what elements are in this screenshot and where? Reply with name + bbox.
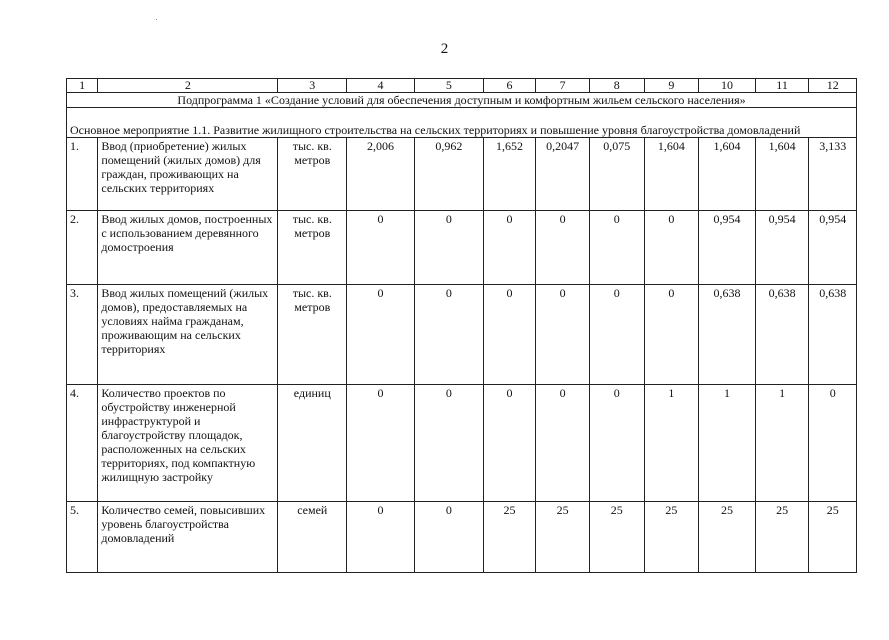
- column-number: 11: [755, 79, 809, 93]
- row-number: 3.: [67, 285, 98, 385]
- value-cell: 0: [536, 385, 590, 502]
- value-cell: 0: [589, 211, 644, 285]
- value-cell: 0: [414, 385, 483, 502]
- indicator-name: Ввод жилых помещений (жилых домов), предоставляемых на условиях найма гражданам, проживающим на сельских территориях: [98, 285, 278, 385]
- value-cell: 0: [414, 211, 483, 285]
- unit-of-measure: семей: [278, 502, 347, 573]
- table-row: [67, 502, 857, 573]
- value-cell: 0: [644, 285, 699, 385]
- row-number: 4.: [67, 385, 98, 502]
- value-cell: 0: [414, 502, 483, 573]
- table-row: [67, 285, 857, 385]
- unit-of-measure: тыс. кв. метров: [278, 285, 347, 385]
- value-cell: 1,604: [644, 138, 699, 211]
- value-cell: 25: [699, 502, 756, 573]
- value-cell: 0,638: [809, 285, 857, 385]
- value-cell: 0: [589, 285, 644, 385]
- table-row: [67, 211, 857, 285]
- main-activity-row: [67, 108, 857, 138]
- row-number: 2.: [67, 211, 98, 285]
- value-cell: 0: [483, 385, 536, 502]
- unit-of-measure: единиц: [278, 385, 347, 502]
- value-cell: 1: [699, 385, 756, 502]
- value-cell: 1,604: [699, 138, 756, 211]
- subprogram-title: Подпрограмма 1 «Создание условий для обеспечения доступным и комфортным жильем сельского населения»: [67, 93, 857, 108]
- value-cell: 0: [347, 502, 415, 573]
- column-number: 1: [67, 79, 98, 93]
- value-cell: 1: [755, 385, 809, 502]
- value-cell: 0: [483, 211, 536, 285]
- value-cell: 0,954: [809, 211, 857, 285]
- table-row: [67, 138, 857, 211]
- unit-of-measure: тыс. кв. метров: [278, 138, 347, 211]
- column-number-row: [67, 79, 857, 93]
- column-number: 5: [414, 79, 483, 93]
- value-cell: 0,2047: [536, 138, 590, 211]
- value-cell: 0,954: [699, 211, 756, 285]
- value-cell: 0: [347, 385, 415, 502]
- indicators-table: [66, 78, 857, 573]
- value-cell: 0: [589, 385, 644, 502]
- value-cell: 0: [347, 211, 415, 285]
- table-row: [67, 385, 857, 502]
- column-number: 12: [809, 79, 857, 93]
- value-cell: 2,006: [347, 138, 415, 211]
- value-cell: 0: [347, 285, 415, 385]
- column-number: 7: [536, 79, 590, 93]
- indicator-name: Количество проектов по обустройству инженерной инфраструктурой и благоустройству площадок, расположенных на сельских территориях, под компактную жилищную застройку: [98, 385, 278, 502]
- scan-speck: [156, 19, 157, 20]
- value-cell: 0,075: [589, 138, 644, 211]
- value-cell: 25: [644, 502, 699, 573]
- value-cell: 0: [483, 285, 536, 385]
- column-number: 3: [278, 79, 347, 93]
- column-number: 9: [644, 79, 699, 93]
- value-cell: 0,962: [414, 138, 483, 211]
- value-cell: 0: [414, 285, 483, 385]
- value-cell: 25: [589, 502, 644, 573]
- indicator-name: Количество семей, повысивших уровень благоустройства домовладений: [98, 502, 278, 573]
- value-cell: 0,954: [755, 211, 809, 285]
- value-cell: 0,638: [699, 285, 756, 385]
- row-number: 1.: [67, 138, 98, 211]
- value-cell: 1,604: [755, 138, 809, 211]
- column-number: 2: [98, 79, 278, 93]
- row-number: 5.: [67, 502, 98, 573]
- value-cell: 25: [483, 502, 536, 573]
- column-number: 10: [699, 79, 756, 93]
- indicator-name: Ввод (приобретение) жилых помещений (жилых домов) для граждан, проживающих на сельских территориях: [98, 138, 278, 211]
- value-cell: 3,133: [809, 138, 857, 211]
- value-cell: 0: [644, 211, 699, 285]
- value-cell: 25: [755, 502, 809, 573]
- column-number: 8: [589, 79, 644, 93]
- column-number: 4: [347, 79, 415, 93]
- subprogram-row: [67, 93, 857, 108]
- value-cell: 0: [536, 285, 590, 385]
- value-cell: 0: [536, 211, 590, 285]
- value-cell: 0: [809, 385, 857, 502]
- main-activity-title: Основное мероприятие 1.1. Развитие жилищного строительства на сельских территориях и повышение уровня благоустройства домовладений: [67, 108, 857, 138]
- value-cell: 1,652: [483, 138, 536, 211]
- page-number: 2: [440, 41, 449, 57]
- value-cell: 25: [809, 502, 857, 573]
- value-cell: 25: [536, 502, 590, 573]
- unit-of-measure: тыс. кв. метров: [278, 211, 347, 285]
- value-cell: 1: [644, 385, 699, 502]
- column-number: 6: [483, 79, 536, 93]
- indicator-name: Ввод жилых домов, построенных с использованием деревянного домостроения: [98, 211, 278, 285]
- value-cell: 0,638: [755, 285, 809, 385]
